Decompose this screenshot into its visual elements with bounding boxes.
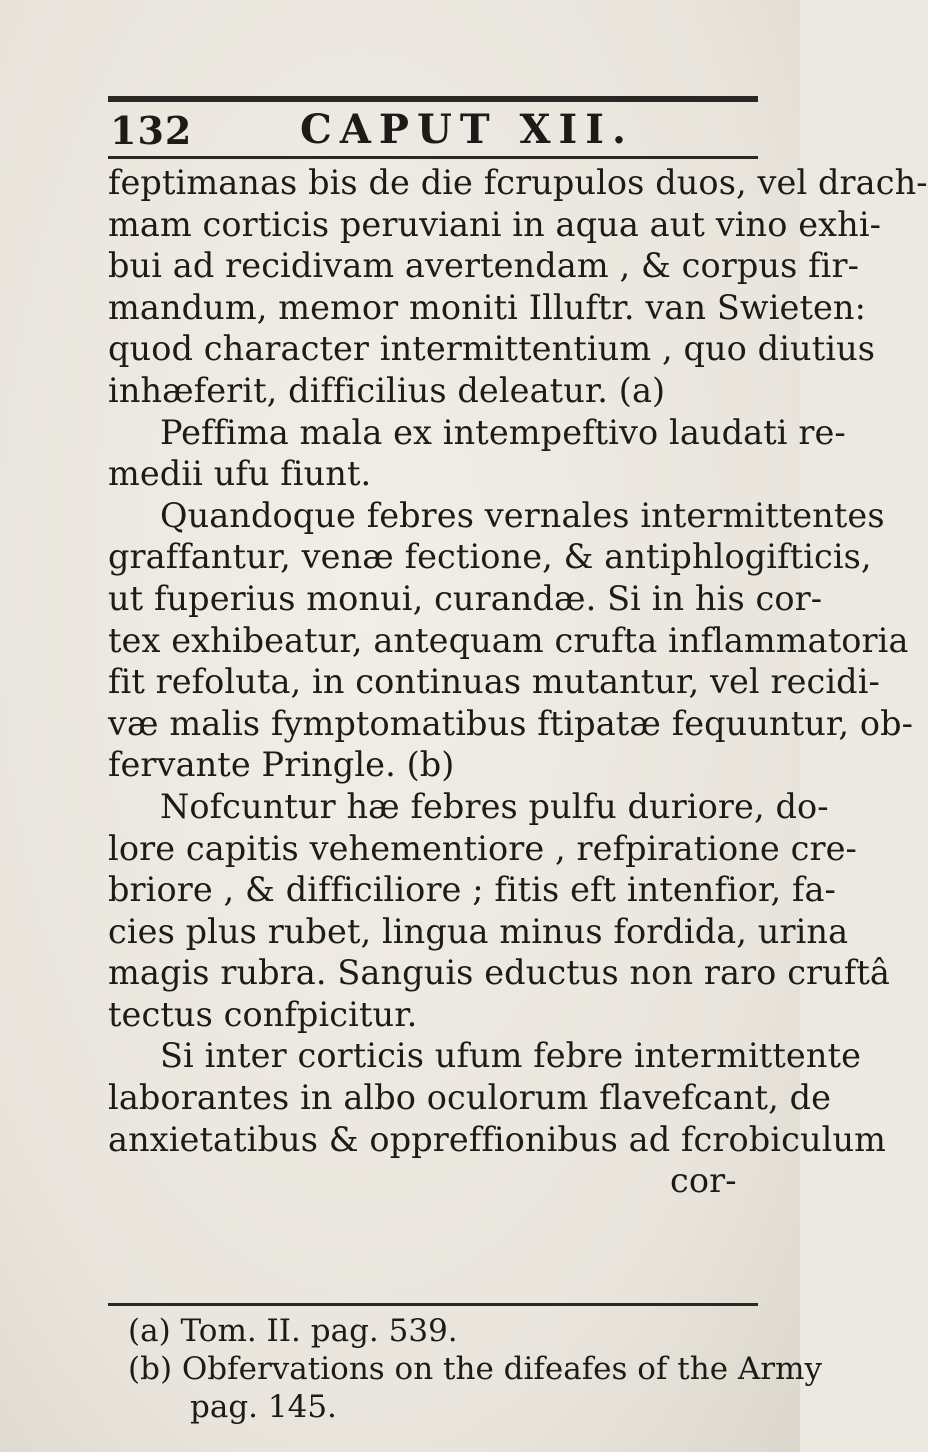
footnote-rule xyxy=(108,1303,758,1306)
footnotes xyxy=(128,1312,823,1426)
top-rule xyxy=(108,96,758,102)
text-line: fit refoluta, in continuas mutantur, vel recidi- xyxy=(108,662,880,702)
text-line: bui ad recidivam avertendam , & corpus fir- xyxy=(108,246,859,286)
running-head: CAPUT XII. xyxy=(300,106,634,153)
body-text xyxy=(108,162,928,1202)
footnote-b: (b) Obfervations on the difeafes of the Army xyxy=(128,1351,823,1387)
paragraph-start-line: Nofcuntur hæ febres pulfu duriore, do- xyxy=(160,786,829,826)
text-line: tectus confpicitur. xyxy=(108,994,418,1034)
text-line: lore capitis vehementiore , refpiratione cre- xyxy=(108,828,857,868)
text-line: mandum, memor moniti Illuftr. van Swieten: xyxy=(108,287,866,327)
text-line: feptimanas bis de die fcrupulos duos, vel drach- xyxy=(108,163,928,202)
text-line: inhæferit, difficilius deleatur. (a) xyxy=(108,370,666,410)
page-number: 132 xyxy=(110,108,193,153)
paragraph-start-line: Si inter corticis ufum febre intermittente xyxy=(160,1036,861,1076)
footnote-b-continuation: pag. 145. xyxy=(190,1389,337,1425)
text-line: graffantur, venæ fectione, & antiphlogifticis, xyxy=(108,537,872,577)
text-line: quod character intermittentium , quo diutius xyxy=(108,329,876,369)
footnote-a: (a) Tom. II. pag. 539. xyxy=(128,1313,458,1349)
paragraph-start-line: Peffima mala ex intempeftivo laudati re- xyxy=(160,412,846,452)
text-line: medii ufu fiunt. xyxy=(108,454,372,494)
text-line: laborantes in albo oculorum flavefcant, de xyxy=(108,1078,832,1118)
text-line: ut fuperius monui, curandæ. Si in his cor- xyxy=(108,578,823,618)
text-line: magis rubra. Sanguis eductus non raro cruftâ xyxy=(108,953,890,993)
paragraph-start-line: Quandoque febres vernales intermittentes xyxy=(160,495,885,535)
text-line: tex exhibeatur, antequam crufta inflammatoria xyxy=(108,620,909,660)
catchword: cor- xyxy=(670,1161,737,1201)
text-line: fervante Pringle. (b) xyxy=(108,745,455,785)
text-line: væ malis fymptomatibus ftipatæ fequuntur, ob- xyxy=(108,703,914,743)
text-line: mam corticis peruviani in aqua aut vino exhi- xyxy=(108,204,882,244)
text-line: anxietatibus & oppreffionibus ad fcrobiculum xyxy=(108,1119,887,1159)
header-rule xyxy=(108,156,758,159)
text-line: cies plus rubet, lingua minus fordida, urina xyxy=(108,911,849,951)
text-line: briore , & difficiliore ; fitis eft intenfior, fa- xyxy=(108,870,836,910)
